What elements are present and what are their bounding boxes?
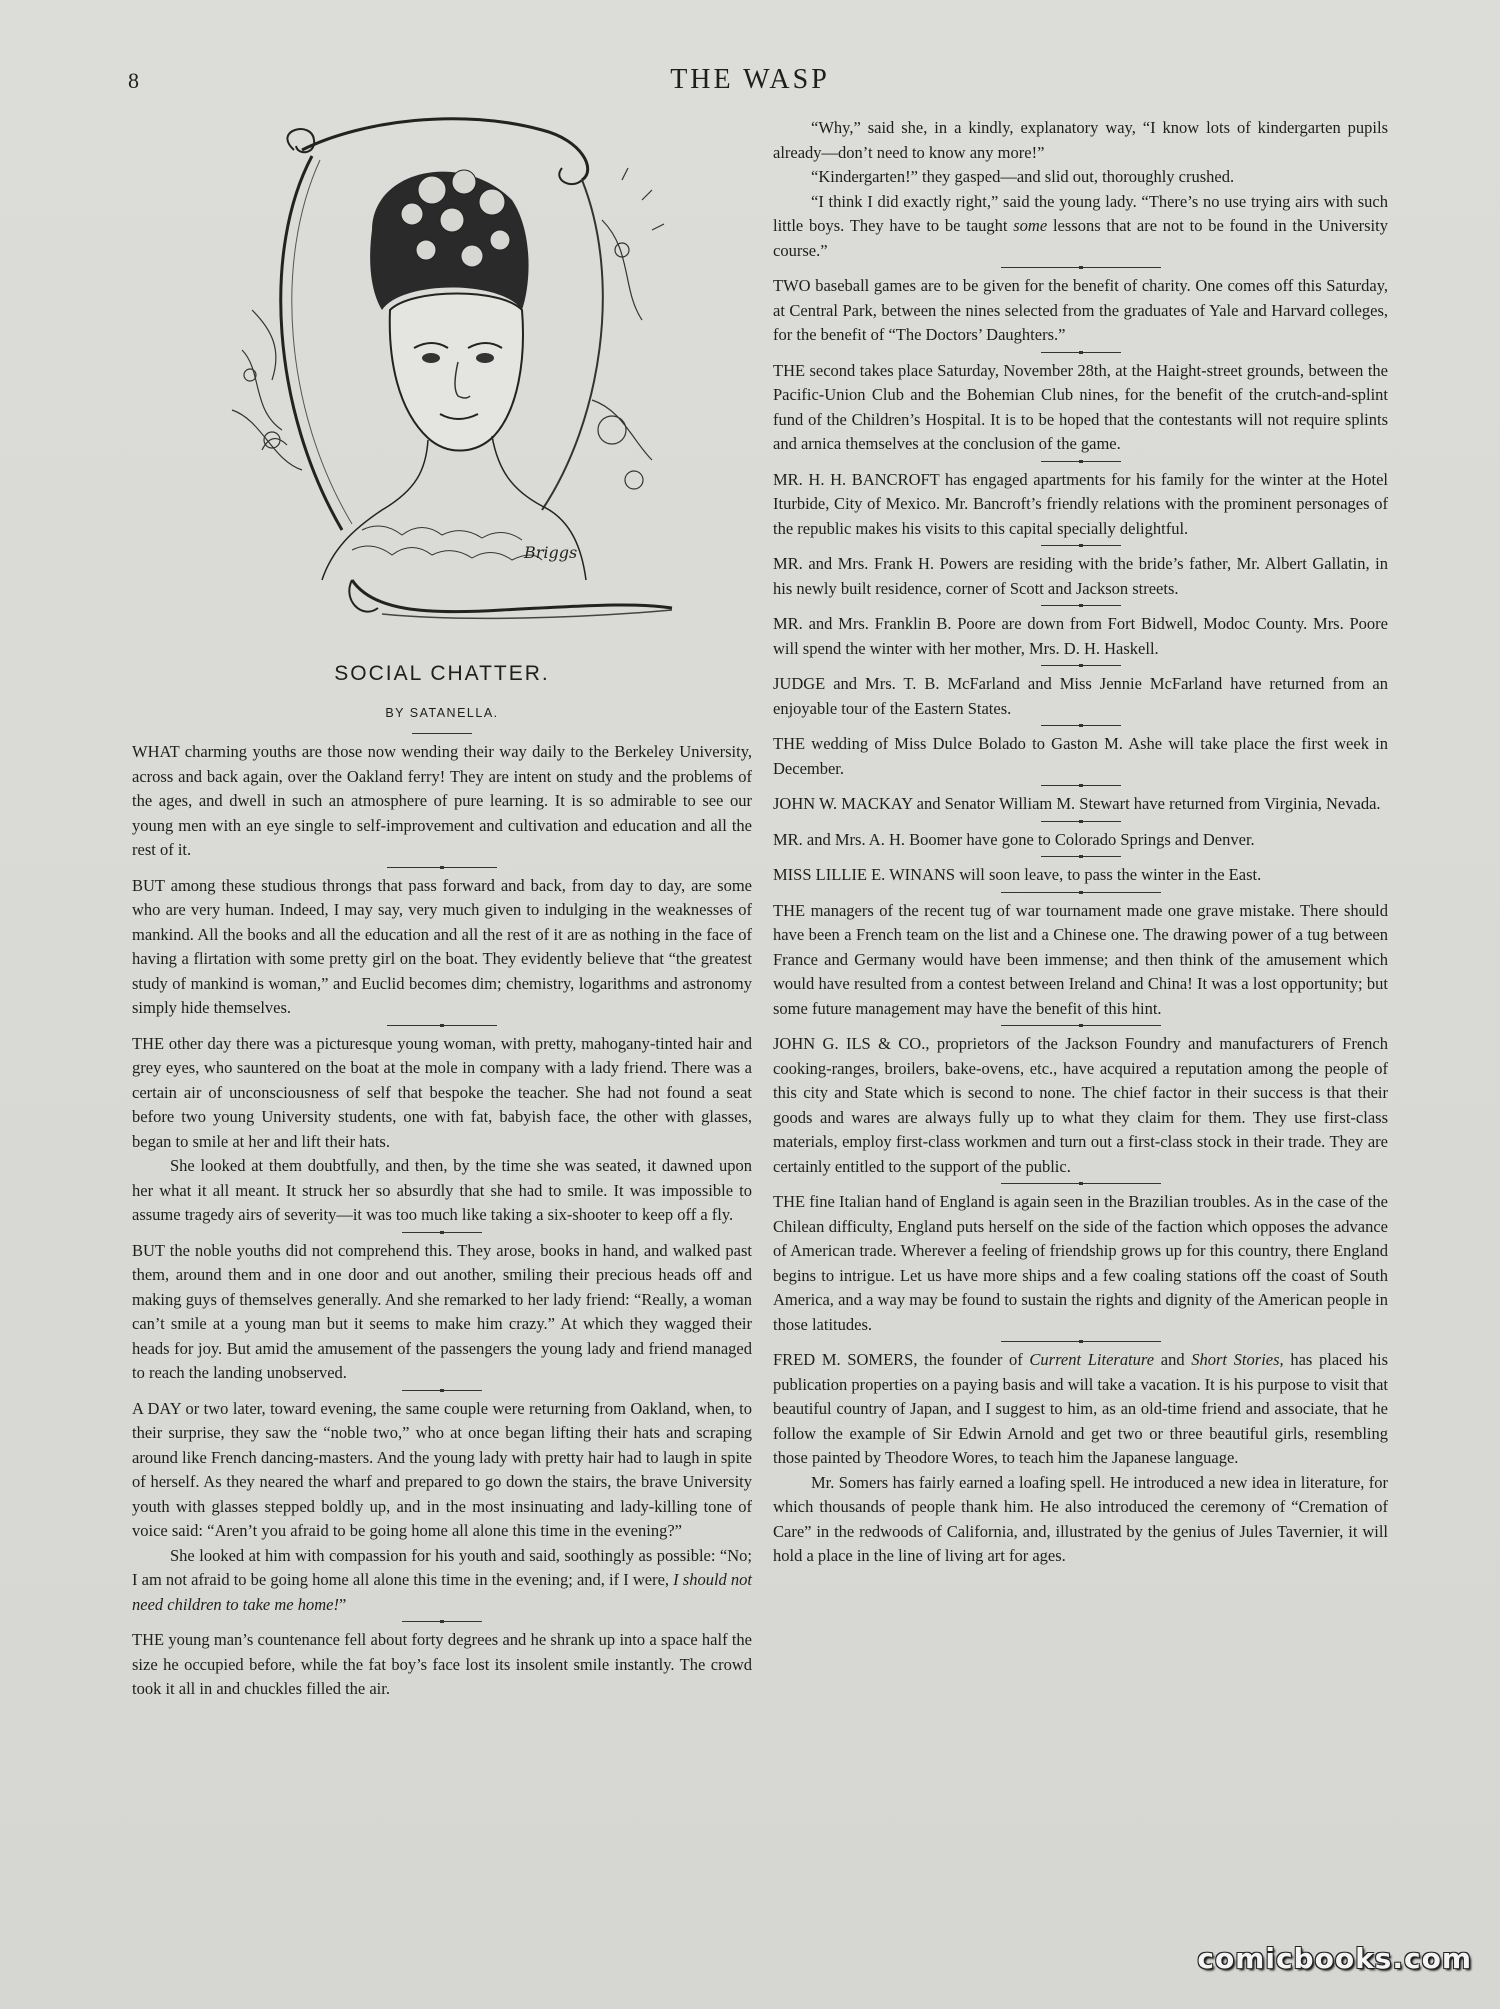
section-rule (1041, 785, 1121, 786)
paragraph-compassion: She looked at him with compassion for his youth and said, soothingly as possible: “No; I am not afraid to be going home all alone this time in the evening; and, if I were, I should not need children to take me home!” (132, 1545, 752, 1614)
section-rule (1001, 1341, 1161, 1342)
paragraph-exactly-right: “I think I did exactly right,” said the young lady. “There’s no use trying airs with such little boys. They have to be taught some lessons that are not to be found in the University course.” (773, 191, 1388, 260)
paragraph-mackay: JOHN W. MACKAY and Senator William M. Stewart have returned from Virginia, Nevada. (773, 794, 1381, 813)
section-rule (1041, 665, 1121, 666)
paragraph-somers: FRED M. SOMERS, the founder of Current Literature and Short Stories, has placed his publication properties on a paying basis and will take a vacation. It is his purpose to visit that beautiful country of Japan, and I suggest to him, as an old-time friend and associate, that he follow the example of Sir Edwin Arnold and get two or three beautiful girls, resembling those painted by Theodore Wores, to teach him the Japanese language. (773, 1350, 1389, 1467)
section-rule (1001, 1025, 1161, 1026)
source-watermark: comicbooks.com (1197, 1942, 1472, 1975)
portrait-illustration (202, 110, 682, 650)
artist-signature: Briggs (524, 543, 578, 562)
paragraph-england-brazil: THE fine Italian hand of England is again seen in the Brazilian troubles. As in the case of the Chilean difficulty, England puts herself on the side of the faction which opposes the advance of American trade. Wherever a feeling of friendship grows up for this country, there England begins to intrigue. Let us have more ships and a few coaling stations off the coast of South America, and a way may be found to sustain the rights and dignity of the American people in those latitudes. (773, 1192, 1388, 1334)
section-rule (1041, 605, 1121, 606)
paragraph-poore: MR. and Mrs. Franklin B. Poore are down from Fort Bidwell, Modoc County. Mrs. Poore will spend the winter with her mother, Mrs. D. H. Haskell. (773, 614, 1388, 658)
section-rule (1041, 821, 1121, 822)
section-rule (387, 867, 497, 868)
article-byline: BY SATANELLA. (385, 705, 499, 720)
article-title: SOCIAL CHATTER. (334, 662, 550, 685)
section-rule (1041, 545, 1121, 546)
paragraph-bolado-wedding: THE wedding of Miss Dulce Bolado to Gaston M. Ashe will take place the first week in December. (773, 734, 1388, 778)
masthead: THE WASP (670, 64, 830, 95)
paragraph-loafing-spell: Mr. Somers has fairly earned a loafing spell. He introduced a new idea in literature, for which thousands of people thank him. He also introduced the ceremony of “Cremation of Care” in the redwoods of California, and, illustrated by the genius of Jules Tavernier, it will hold a place in the line of living art for ages. (773, 1472, 1388, 1565)
section-rule (387, 1025, 497, 1026)
section-rule (1001, 267, 1161, 268)
section-rule (1041, 461, 1121, 462)
section-rule (1001, 892, 1161, 893)
paragraph-young-woman: THE other day there was a picturesque young woman, with pretty, mahogany-tinted hair and grey eyes, who sauntered on the boat at the mole in company with a lady friend. There was a certain air of unconsciousness of self that bespoke the teacher. She had not found a seat before two young University students, one with fat, babyish face, the other with glasses, began to smile at her and lift their hats. (132, 1033, 752, 1151)
woman-portrait-drawing (202, 110, 682, 650)
section-rule (402, 1621, 482, 1622)
paragraph-day-later: A DAY or two later, toward evening, the same couple were returning from Oakland, when, to their surprise, they saw the “noble two,” who at once began lifting their hats and scraping around like French dancing-masters. And the young lady with pretty hair had to laugh in spite of herself. As they neared the wharf and prepared to go down the stairs, the brave University youth with glasses stepped boldly up, and in the most insinuating and lady-killing tone of voice said: “Aren’t you afraid to be going home all alone this time in the evening?” (132, 1398, 752, 1540)
left-column (132, 110, 752, 1702)
paragraph-flirtation: BUT among these studious throngs that pass forward and back, from day to day, are some who are very human. Indeed, I may say, very much given to indulging in the weaknesses of mankind. All the books and all the education and all the rest of it are as nothing in the face of having a flirtation with some pretty girl on the boat. They evidently believe that “the greatest study of mankind is woman,” and Euclid becomes dim; chemistry, logarithms and astronomy simply hide themselves. (132, 875, 752, 1017)
paragraph-gasped: “Kindergarten!” they gasped—and slid out, thoroughly crushed. (811, 167, 1235, 186)
paragraph-ferry-youths: WHAT charming youths are those now wending their way daily to the Berkeley University, across and back again, over the Oakland ferry! They are intent on study and the problems of the ages, and dwell in such an atmosphere of pure learning. It is so admirable to see our young men with an eye single to self-improvement and cultivation and education and all the rest of it. (132, 742, 752, 859)
paragraph-jackson-foundry: JOHN G. ILS & CO., proprietors of the Jackson Foundry and manufacturers of French cooking-ranges, broilers, bake-ovens, etc., have acquired a reputation among the people of this city and State which is second to none. The chief factor in their success is that their goods and wares are always fully up to what they claim for them. They use first-class materials, employ first-class workmen and turn out a first-class stock in their trade. They are certainly entitled to the support of the public. (773, 1034, 1388, 1176)
paragraph-baseball: TWO baseball games are to be given for the benefit of charity. One comes off this Saturday, at Central Park, between the nines selected from the graduates of Yale and Harvard colleges, for the benefit of “The Doctors’ Daughters.” (773, 276, 1388, 344)
section-rule (402, 1390, 482, 1391)
byline-rule (412, 733, 472, 734)
paragraph-tug-of-war: THE managers of the recent tug of war tournament made one grave mistake. There should have been a French team on the list and a Chinese one. The drawing power of a tug between France and Germany would have been immense; and then think of the amusement which would have resulted from a contest between Ireland and China! It was a lost opportunity; but some future management may have the benefit of this hint. (773, 900, 1388, 1018)
section-rule (1041, 725, 1121, 726)
paragraph-second-game: THE second takes place Saturday, November 28th, at the Haight-street grounds, between the Pacific-Union Club and the Bohemian Club nines, for the benefit of the crutch-and-splint fund of the Children’s Hospital. It is to be hoped that the contestants will not require splints and arnica themselves at the conclusion of the game. (773, 360, 1388, 453)
paragraph-boomer: MR. and Mrs. A. H. Boomer have gone to Colorado Springs and Denver. (773, 829, 1255, 849)
right-column (773, 116, 1388, 1569)
paragraph-kindergarten: “Why,” said she, in a kindly, explanatory way, “I know lots of kindergarten pupils already—don’t need to know any more!” (773, 118, 1388, 162)
paragraph-bancroft: MR. H. H. BANCROFT has engaged apartments for his family for the winter at the Hotel Iturbide, City of Mexico. Mr. Bancroft’s friendly relations with the prominent personages of the republic makes his visits to this capital specially delightful. (773, 469, 1388, 538)
paragraph-she-looked: She looked at them doubtfully, and then, by the time she was seated, it dawned upon her what it all meant. It struck her so absurdly that she had to smile. It was impossible to assume tragedy airs of severity—it was too much like taking a six-shooter to keep off a fly. (132, 1156, 752, 1224)
paragraph-countenance: THE young man’s countenance fell about forty degrees and he shrank up into a space half the size he occupied before, while the fat boy’s face lost its insolent smile instantly. The crowd took it all in and chuckles filled the air. (132, 1630, 752, 1698)
paragraph-powers: MR. and Mrs. Frank H. Powers are residing with the bride’s father, Mr. Albert Gallatin, in his newly built residence, corner of Scott and Jackson streets. (773, 554, 1388, 598)
section-rule (1041, 352, 1121, 353)
paragraph-noble-youths: BUT the noble youths did not comprehend this. They arose, books in hand, and walked past them, around them and in one door and out another, smiling their precious heads off and making guys of themselves generally. And she remarked to her lady friend: “Really, a woman can’t smile at a young man but it seems to make him crazy.” At which they wagged their heads for joy. But amid the amusement of the passengers the young lady and friend managed to reach the landing unobserved. (132, 1240, 752, 1382)
section-rule (402, 1232, 482, 1233)
paragraph-mcfarland: JUDGE and Mrs. T. B. McFarland and Miss Jennie McFarland have returned from an enjoyable tour of the Eastern States. (773, 674, 1388, 718)
section-rule (1001, 1183, 1161, 1184)
page-number: 8 (128, 68, 139, 93)
section-rule (1041, 856, 1121, 857)
paragraph-winans: MISS LILLIE E. WINANS will soon leave, to pass the winter in the East. (773, 865, 1262, 884)
